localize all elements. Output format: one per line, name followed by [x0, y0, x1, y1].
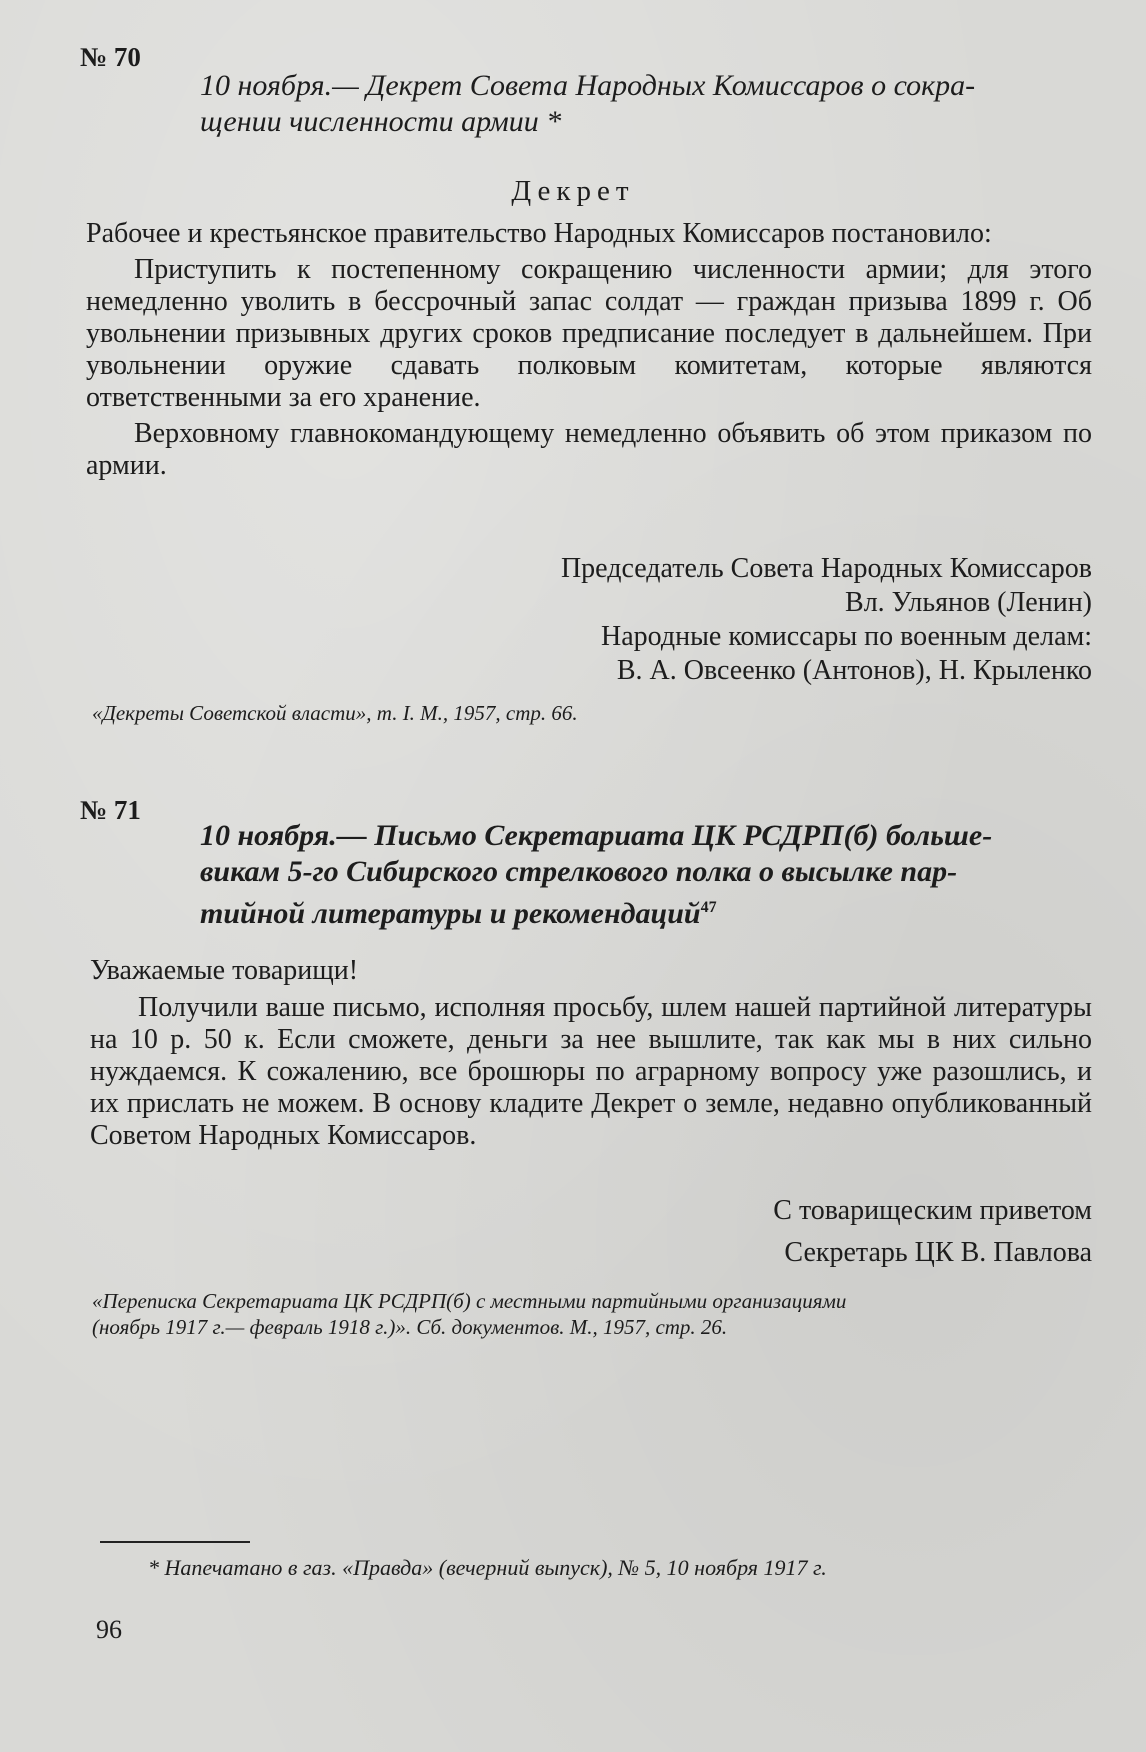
- decree-title: Декрет: [511, 175, 635, 207]
- body-paragraph: Приступить к постепенному сокращению численности армии; для этого немедленно уволить в бессрочный запас солдат — граждан призыва 1899 г. Об увольнении призывных других сроков предписание последует в дальнейшем. При увольнении оружие сдавать полковым комитетам, которые являются ответственными за его хранение.: [86, 254, 1092, 413]
- signature-line: Народные комиссары по военным делам:: [601, 621, 1092, 652]
- intro-paragraph: Рабочее и крестьянское правительство Народных Комиссаров постановило:: [86, 218, 992, 249]
- footnote-divider: [100, 1541, 250, 1543]
- signature-line: Вл. Ульянов (Ленин): [845, 587, 1092, 618]
- heading-line: викам 5-го Сибирского стрелкового полка о высылке пар-: [200, 855, 958, 888]
- heading-line-text: тийной литературы и рекомендаций: [200, 897, 701, 930]
- document-number-70: № 70: [80, 42, 141, 72]
- footnote-reference: 47: [700, 899, 717, 916]
- document-71-heading: [200, 818, 1100, 932]
- document-70-heading: [200, 68, 1092, 140]
- signature-line: Секретарь ЦК В. Павлова: [784, 1237, 1092, 1268]
- document-number-71: № 71: [80, 795, 141, 825]
- document-70-body: [86, 218, 1092, 482]
- heading-line: [200, 890, 1100, 932]
- page-number: 96: [96, 1615, 122, 1644]
- document-71-signatures: [92, 1195, 1092, 1269]
- footnote: * Напечатано в газ. «Правда» (вечерний выпуск), № 5, 10 ноября 1917 г.: [148, 1555, 827, 1580]
- body-paragraph: Получили ваше письмо, исполняя просьбу, шлем нашей партийной литературы на 10 р. 50 к. Если сможете, деньги за нее вышлите, так как мы в них сильно нуждаемся. К сожалению, все брошюры по аграрному вопросу уже разошлись, и их прислать не можем. В основу кладите Декрет о земле, недавно опубликованный Советом Народных Комиссаров.: [90, 992, 1092, 1151]
- document-70-source: «Декреты Советской власти», т. I. М., 1957, стр. 66.: [92, 701, 578, 725]
- heading-line: 10 ноября.— Письмо Секретариата ЦК РСДРП(б) больше-: [200, 819, 993, 852]
- greeting: Уважаемые товарищи!: [90, 955, 359, 986]
- source-line: «Переписка Секретариата ЦК РСДРП(б) с местными партийными организациями: [92, 1289, 847, 1313]
- heading-line: щении численности армии *: [200, 105, 562, 138]
- heading-line: 10 ноября.— Декрет Совета Народных Комиссаров о сокра-: [200, 69, 976, 102]
- closing-line: С товарищеским приветом: [773, 1195, 1092, 1226]
- document-71-body: [90, 992, 1092, 1152]
- source-line: (ноябрь 1917 г.— февраль 1918 г.)». Сб. документов. М., 1957, стр. 26.: [92, 1315, 728, 1339]
- signature-line: Председатель Совета Народных Комиссаров: [560, 553, 1092, 584]
- document-70-signatures: [92, 553, 1092, 687]
- body-paragraph: Верховному главнокомандующему немедленно объявить об этом приказом по армии.: [86, 418, 1092, 481]
- document-71-source: [92, 1288, 1098, 1340]
- signature-line: В. А. Овсеенко (Антонов), Н. Крыленко: [616, 655, 1092, 686]
